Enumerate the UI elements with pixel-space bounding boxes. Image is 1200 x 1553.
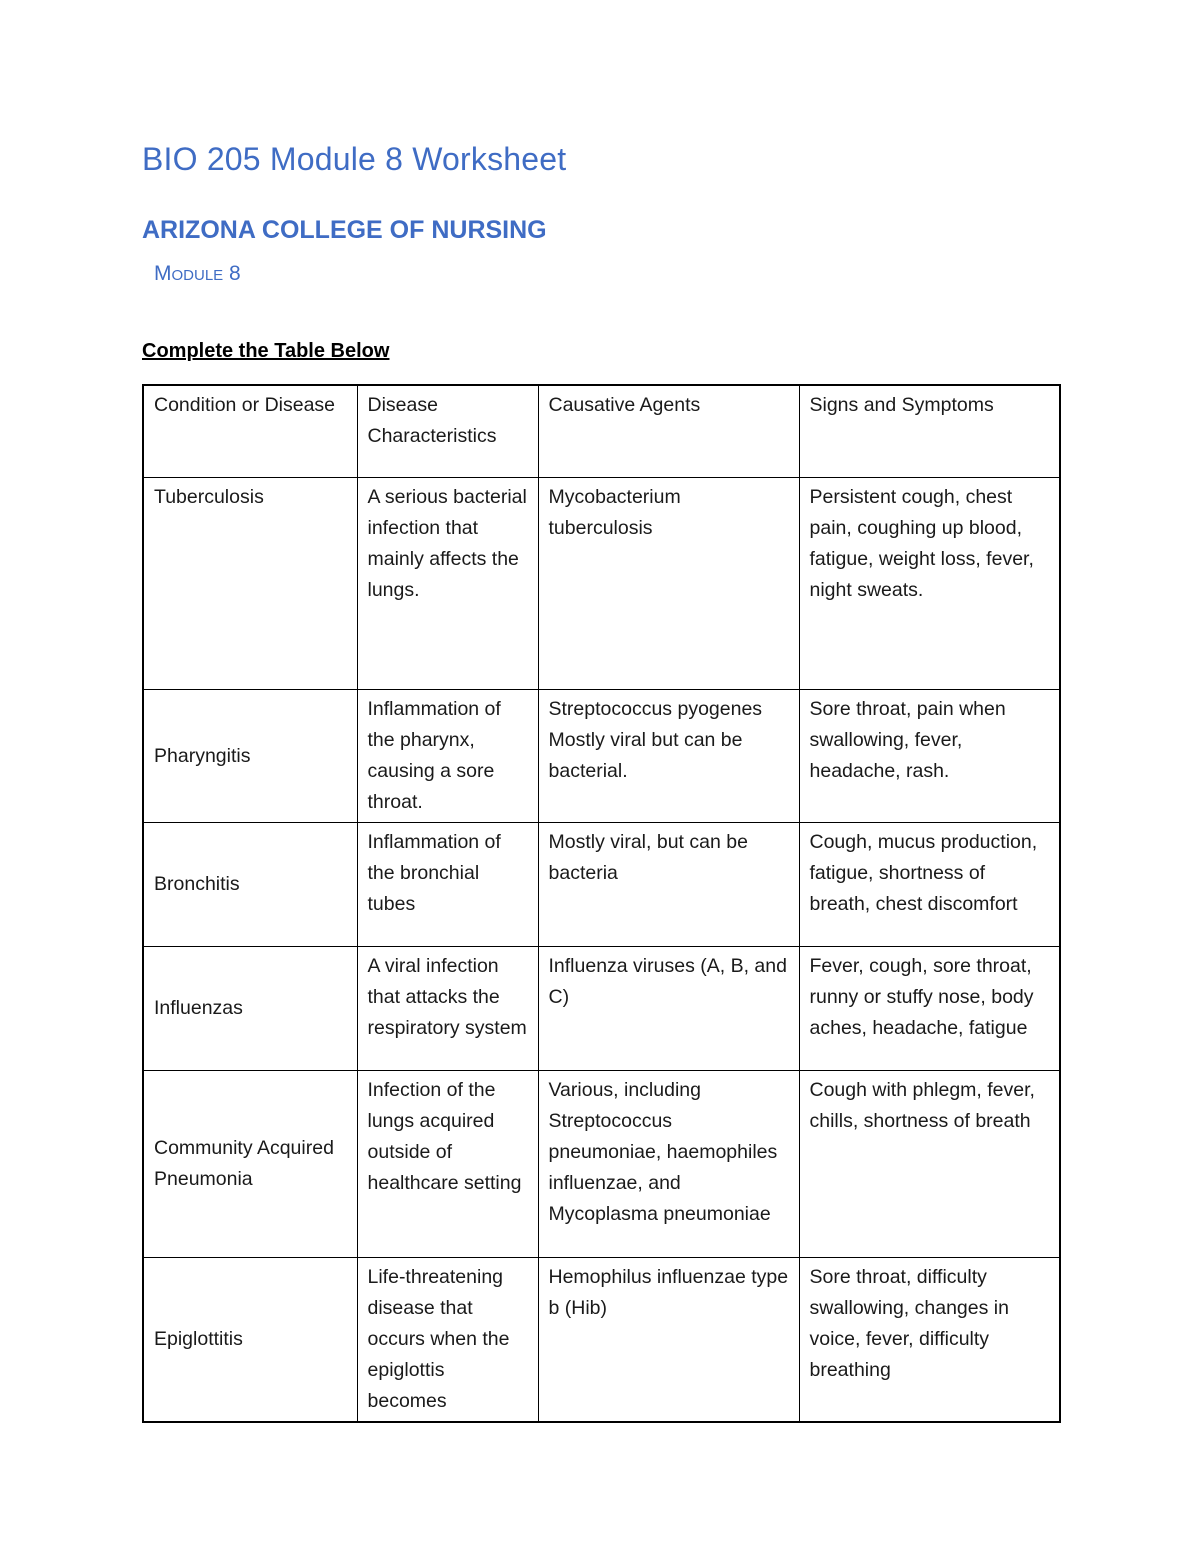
condition-cell: Influenzas [143,947,357,1071]
characteristics-cell: A viral infection that attacks the respiratory system [357,947,538,1071]
characteristics-cell: A serious bacterial infection that mainly affects the lungs. [357,478,538,690]
condition-cell: Community Acquired Pneumonia [143,1071,357,1258]
condition-cell: Pharyngitis [143,690,357,823]
module-label: Module 8 [154,262,241,285]
header-agents: Causative Agents [538,385,799,478]
symptoms-cell: Cough, mucus production, fatigue, shortness of breath, chest discomfort [799,823,1060,947]
agents-cell: Mycobacterium tuberculosis [538,478,799,690]
characteristics-cell: Infection of the lungs acquired outside of healthcare setting [357,1071,538,1258]
table-row [143,947,1060,1071]
agents-cell: Influenza viruses (A, B, and C) [538,947,799,1071]
condition-cell: Epiglottitis [143,1258,357,1423]
header-condition: Condition or Disease [143,385,357,478]
table-row [143,1071,1060,1258]
table-row [143,1258,1060,1423]
disease-table [142,384,1061,1423]
condition-cell: Tuberculosis [143,478,357,690]
characteristics-cell: Inflammation of the bronchial tubes [357,823,538,947]
symptoms-cell: Persistent cough, chest pain, coughing up blood, fatigue, weight loss, fever, night sweats. [799,478,1060,690]
table-header-row [143,385,1060,478]
table-row [143,690,1060,823]
organization-heading: ARIZONA COLLEGE OF NURSING [142,216,547,244]
characteristics-cell: Inflammation of the pharynx, causing a sore throat. [357,690,538,823]
characteristics-cell: Life-threatening disease that occurs when the epiglottis becomes [357,1258,538,1423]
page-title: BIO 205 Module 8 Worksheet [142,141,567,177]
agents-cell: Hemophilus influenzae type b (Hib) [538,1258,799,1423]
header-characteristics: Disease Characteristics [357,385,538,478]
symptoms-cell: Sore throat, difficulty swallowing, changes in voice, fever, difficulty breathing [799,1258,1060,1423]
symptoms-cell: Fever, cough, sore throat, runny or stuffy nose, body aches, headache, fatigue [799,947,1060,1071]
table-row [143,478,1060,690]
agents-cell: Mostly viral, but can be bacteria [538,823,799,947]
symptoms-cell: Sore throat, pain when swallowing, fever, headache, rash. [799,690,1060,823]
table-row [143,823,1060,947]
header-symptoms: Signs and Symptoms [799,385,1060,478]
condition-cell: Bronchitis [143,823,357,947]
agents-cell: Various, including Streptococcus pneumoniae, haemophiles influenzae, and Mycoplasma pneumoniae [538,1071,799,1258]
agents-cell: Streptococcus pyogenes Mostly viral but can be bacterial. [538,690,799,823]
instruction-heading: Complete the Table Below [142,340,390,362]
symptoms-cell: Cough with phlegm, fever, chills, shortness of breath [799,1071,1060,1258]
